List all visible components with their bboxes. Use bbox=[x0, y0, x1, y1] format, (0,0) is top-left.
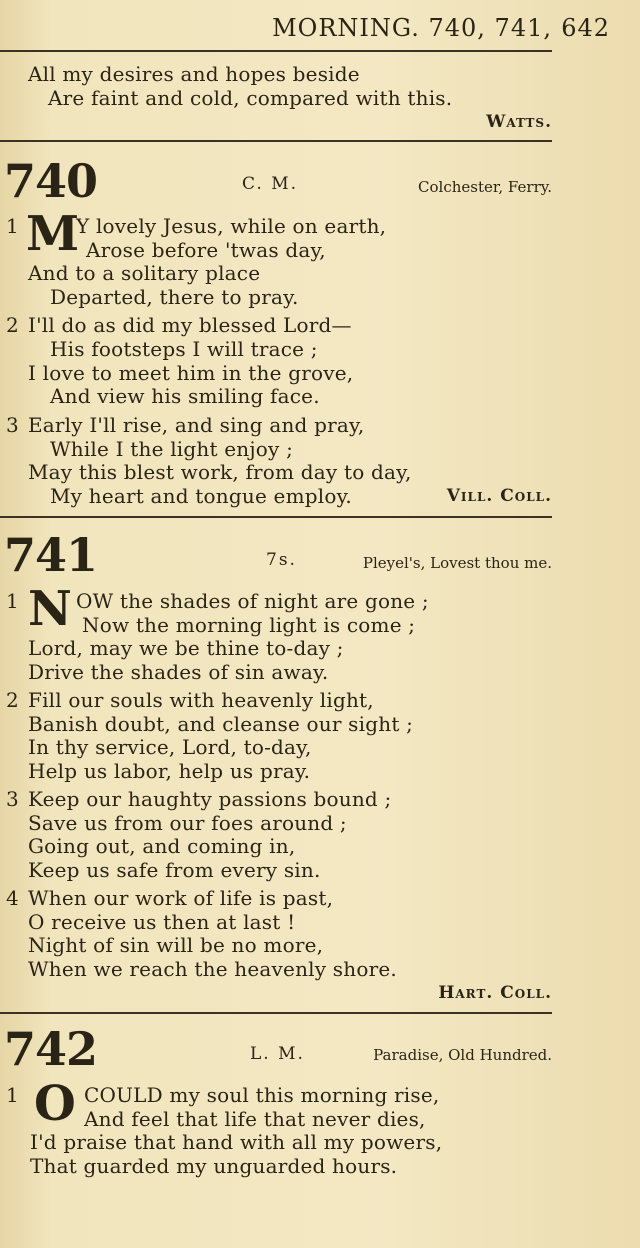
drop-cap: N bbox=[28, 581, 72, 637]
verse-line: I'd praise that hand with all my powers, bbox=[30, 1130, 443, 1154]
verse-line: I love to meet him in the grove, bbox=[28, 361, 354, 385]
header-rule bbox=[0, 50, 552, 52]
verse-line: And to a solitary place bbox=[28, 261, 261, 285]
verse-line: Fill our souls with heavenly light, bbox=[28, 688, 374, 712]
verse-number: 1 bbox=[6, 1083, 19, 1107]
attribution: Vill. Coll. bbox=[446, 486, 552, 506]
verse-number: 4 bbox=[6, 886, 19, 910]
verse-number: 3 bbox=[6, 413, 19, 437]
verse-line: Keep our haughty passions bound ; bbox=[28, 787, 392, 811]
meter: 7s. bbox=[266, 550, 297, 570]
verse-line: While I the light enjoy ; bbox=[50, 437, 294, 461]
attribution: Hart. Coll. bbox=[438, 983, 552, 1003]
verse-line: My heart and tongue employ. bbox=[50, 484, 352, 508]
prev-line: Are faint and cold, compared with this. bbox=[48, 86, 453, 110]
verse-line: And view his smiling face. bbox=[50, 384, 320, 408]
hymn-divider bbox=[0, 516, 552, 518]
verse-line: May this blest work, from day to day, bbox=[28, 460, 412, 484]
section-title: MORNING. bbox=[272, 14, 420, 42]
verse-line: Drive the shades of sin away. bbox=[28, 660, 329, 684]
prev-line: All my desires and hopes beside bbox=[28, 62, 360, 86]
tune-name: Paradise, Old Hundred. bbox=[373, 1046, 552, 1064]
verse-line: COULD my soul this morning rise, bbox=[84, 1083, 440, 1107]
verse-line: Going out, and coming in, bbox=[28, 834, 296, 858]
verse-line: OW the shades of night are gone ; bbox=[76, 589, 429, 613]
page-number: 642 bbox=[561, 14, 610, 42]
verse-line: O receive us then at last ! bbox=[28, 910, 296, 934]
verse-line: In thy service, Lord, to-day, bbox=[28, 735, 312, 759]
verse-line: Departed, there to pray. bbox=[50, 285, 299, 309]
meter: C. M. bbox=[242, 174, 299, 194]
verse-line: Keep us safe from every sin. bbox=[28, 858, 321, 882]
drop-cap: O bbox=[34, 1076, 76, 1132]
hymn-range: 740, 741, bbox=[428, 14, 552, 42]
verse-number: 1 bbox=[6, 589, 19, 613]
verse-line: Y lovely Jesus, while on earth, bbox=[76, 214, 387, 238]
verse-line: When we reach the heavenly shore. bbox=[28, 957, 397, 981]
hymn-number: 742 bbox=[4, 1022, 98, 1076]
verse-line: Banish doubt, and cleanse our sight ; bbox=[28, 712, 414, 736]
verse-number: 1 bbox=[6, 214, 19, 238]
verse-line: Arose before 'twas day, bbox=[86, 238, 326, 262]
hymn-divider bbox=[0, 1012, 552, 1014]
verse-number: 2 bbox=[6, 313, 19, 337]
hymn-divider bbox=[0, 140, 552, 142]
drop-cap: M bbox=[26, 206, 80, 262]
verse-line: His footsteps I will trace ; bbox=[50, 337, 318, 361]
verse-line: I'll do as did my blessed Lord— bbox=[28, 313, 352, 337]
verse-number: 3 bbox=[6, 787, 19, 811]
verse-line: Help us labor, help us pray. bbox=[28, 759, 311, 783]
tune-name: Pleyel's, Lovest thou me. bbox=[362, 554, 552, 572]
verse-line: Save us from our foes around ; bbox=[28, 811, 347, 835]
verse-line: Lord, may we be thine to-day ; bbox=[28, 636, 344, 660]
verse-line: That guarded my unguarded hours. bbox=[30, 1154, 398, 1178]
hymn-number: 741 bbox=[4, 528, 98, 582]
hymn-number: 740 bbox=[4, 154, 98, 208]
verse-line: And feel that life that never dies, bbox=[84, 1107, 426, 1131]
verse-line: When our work of life is past, bbox=[28, 886, 334, 910]
verse-number: 2 bbox=[6, 688, 19, 712]
tune-name: Colchester, Ferry. bbox=[418, 178, 552, 196]
attribution: Watts. bbox=[486, 112, 552, 132]
verse-line: Night of sin will be no more, bbox=[28, 933, 324, 957]
running-head bbox=[272, 14, 610, 42]
verse-line: Now the morning light is come ; bbox=[82, 613, 416, 637]
verse-line: Early I'll rise, and sing and pray, bbox=[28, 413, 365, 437]
meter: L. M. bbox=[250, 1044, 305, 1064]
